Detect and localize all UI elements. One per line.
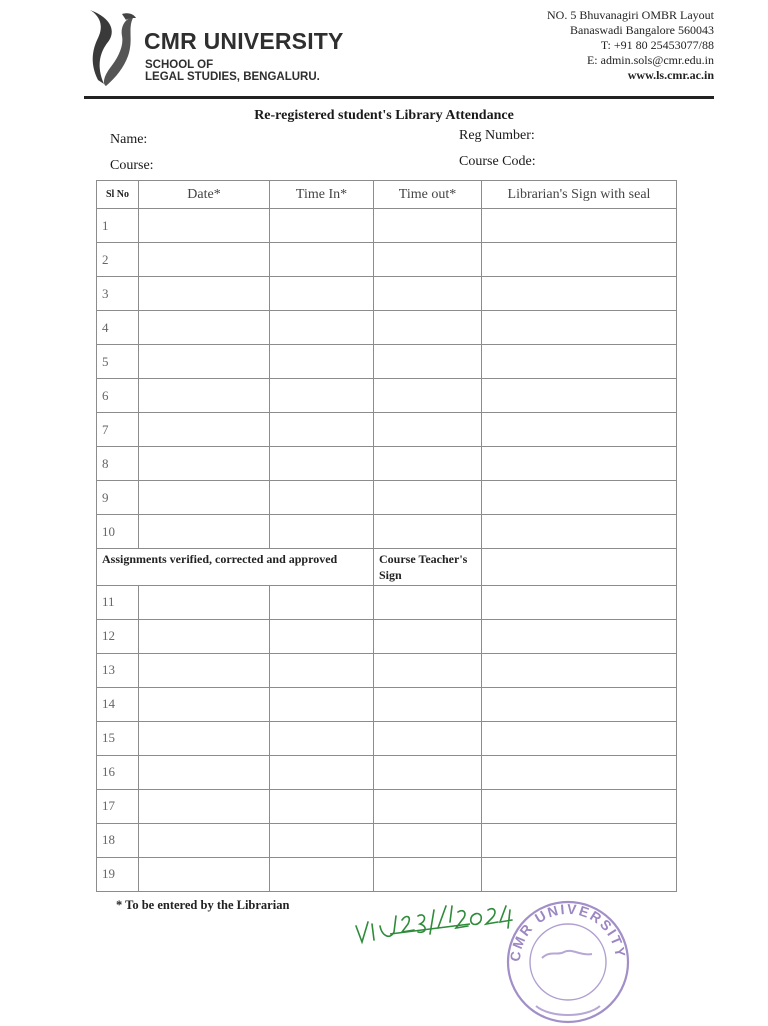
date-cell[interactable] (139, 345, 270, 379)
time-out-cell[interactable] (374, 823, 482, 857)
email-address: E: admin.sols@cmr.edu.in (586, 53, 714, 67)
time-out-cell[interactable] (374, 721, 482, 755)
time-in-cell[interactable] (270, 447, 374, 481)
row-number: 10 (97, 515, 139, 549)
librarian-sign-cell[interactable] (482, 857, 677, 891)
date-cell[interactable] (139, 515, 270, 549)
header-divider (84, 96, 714, 99)
row-number: 12 (97, 619, 139, 653)
course-label: Course: (110, 158, 154, 173)
table-header-row (97, 181, 677, 209)
librarian-sign-cell[interactable] (482, 447, 677, 481)
assignments-row (97, 549, 677, 585)
row-number: 9 (97, 481, 139, 515)
librarian-sign-cell[interactable] (482, 823, 677, 857)
table-row (97, 345, 677, 379)
column-header-sl-no: Sl No (97, 181, 139, 209)
date-cell[interactable] (139, 413, 270, 447)
table-row (97, 687, 677, 721)
table-row (97, 857, 677, 891)
time-in-cell[interactable] (270, 311, 374, 345)
time-out-cell[interactable] (374, 209, 482, 243)
time-out-cell[interactable] (374, 379, 482, 413)
address-line-2: Banaswadi Bangalore 560043 (570, 23, 714, 37)
time-out-cell[interactable] (374, 515, 482, 549)
name-label: Name: (110, 132, 148, 147)
time-in-cell[interactable] (270, 413, 374, 447)
form-title: Re-registered student's Library Attendance (254, 108, 514, 123)
time-in-cell[interactable] (270, 755, 374, 789)
date-cell[interactable] (139, 653, 270, 687)
date-cell[interactable] (139, 721, 270, 755)
school-name (145, 59, 320, 83)
librarian-sign-cell[interactable] (482, 755, 677, 789)
time-in-cell[interactable] (270, 379, 374, 413)
phone-number: T: +91 80 25453077/88 (600, 38, 714, 52)
row-number: 17 (97, 789, 139, 823)
svg-text:CMR UNIVERSITY: CMR UNIVERSITY (506, 900, 630, 963)
date-cell[interactable] (139, 243, 270, 277)
course-code-label: Course Code: (459, 154, 536, 169)
librarian-sign-cell[interactable] (482, 653, 677, 687)
row-number: 18 (97, 823, 139, 857)
table-row (97, 653, 677, 687)
school-line-2: LEGAL STUDIES, BENGALURU. (145, 71, 320, 83)
librarian-sign-cell[interactable] (482, 379, 677, 413)
row-number: 5 (97, 345, 139, 379)
librarian-sign-cell[interactable] (482, 243, 677, 277)
time-in-cell[interactable] (270, 515, 374, 549)
table-row (97, 379, 677, 413)
row-number: 11 (97, 585, 139, 619)
table-row (97, 481, 677, 515)
table-row (97, 585, 677, 619)
column-header-date: Date* (139, 181, 270, 209)
librarian-sign-cell[interactable] (482, 585, 677, 619)
table-row (97, 277, 677, 311)
row-number: 8 (97, 447, 139, 481)
librarian-sign-cell[interactable] (482, 481, 677, 515)
date-cell[interactable] (139, 619, 270, 653)
date-cell[interactable] (139, 755, 270, 789)
address-block (547, 8, 714, 83)
time-out-cell[interactable] (374, 585, 482, 619)
date-cell[interactable] (139, 277, 270, 311)
date-cell[interactable] (139, 687, 270, 721)
time-out-cell[interactable] (374, 857, 482, 891)
librarian-sign-cell[interactable] (482, 209, 677, 243)
librarian-sign-cell[interactable] (482, 311, 677, 345)
time-in-cell[interactable] (270, 721, 374, 755)
row-number: 1 (97, 209, 139, 243)
librarian-sign-cell[interactable] (482, 277, 677, 311)
table-row (97, 755, 677, 789)
column-header-time-out: Time out* (374, 181, 482, 209)
date-cell[interactable] (139, 857, 270, 891)
date-cell[interactable] (139, 209, 270, 243)
time-out-cell[interactable] (374, 413, 482, 447)
course-teacher-sign-cell[interactable] (482, 549, 677, 585)
table-row (97, 721, 677, 755)
time-out-cell[interactable] (374, 243, 482, 277)
time-out-cell[interactable] (374, 345, 482, 379)
row-number: 19 (97, 857, 139, 891)
row-number: 7 (97, 413, 139, 447)
website-address: www.ls.cmr.ac.in (627, 68, 714, 82)
time-out-cell[interactable] (374, 311, 482, 345)
row-number: 6 (97, 379, 139, 413)
attendance-table (96, 180, 677, 892)
librarian-sign-cell[interactable] (482, 413, 677, 447)
time-out-cell[interactable] (374, 687, 482, 721)
date-cell[interactable] (139, 789, 270, 823)
university-name: CMR UNIVERSITY (144, 28, 344, 54)
time-in-cell[interactable] (270, 823, 374, 857)
university-seal-stamp (500, 898, 636, 1026)
time-out-cell[interactable] (374, 619, 482, 653)
time-in-cell[interactable] (270, 277, 374, 311)
librarian-footnote: * To be entered by the Librarian (116, 898, 290, 912)
time-in-cell[interactable] (270, 619, 374, 653)
time-in-cell[interactable] (270, 481, 374, 515)
time-in-cell[interactable] (270, 653, 374, 687)
time-out-cell[interactable] (374, 653, 482, 687)
row-number: 2 (97, 243, 139, 277)
time-out-cell[interactable] (374, 481, 482, 515)
date-cell[interactable] (139, 379, 270, 413)
time-out-cell[interactable] (374, 447, 482, 481)
row-number: 4 (97, 311, 139, 345)
librarian-sign-cell[interactable] (482, 345, 677, 379)
date-cell[interactable] (139, 585, 270, 619)
date-cell[interactable] (139, 823, 270, 857)
time-in-cell[interactable] (270, 857, 374, 891)
time-out-cell[interactable] (374, 755, 482, 789)
reg-number-label: Reg Number: (459, 128, 535, 143)
time-out-cell[interactable] (374, 789, 482, 823)
university-logo-icon (82, 6, 140, 88)
table-row (97, 515, 677, 549)
time-in-cell[interactable] (270, 243, 374, 277)
table-row (97, 789, 677, 823)
address-line-1: NO. 5 Bhuvanagiri OMBR Layout (547, 8, 714, 22)
time-in-cell[interactable] (270, 345, 374, 379)
row-number: 14 (97, 687, 139, 721)
row-number: 15 (97, 721, 139, 755)
table-row (97, 209, 677, 243)
date-cell[interactable] (139, 311, 270, 345)
assignments-verified-label: Assignments verified, corrected and approved (97, 549, 374, 585)
time-in-cell[interactable] (270, 687, 374, 721)
date-cell[interactable] (139, 447, 270, 481)
date-cell[interactable] (139, 481, 270, 515)
librarian-sign-cell[interactable] (482, 789, 677, 823)
row-number: 3 (97, 277, 139, 311)
librarian-sign-cell[interactable] (482, 619, 677, 653)
librarian-sign-cell[interactable] (482, 687, 677, 721)
column-header-librarian-sign: Librarian's Sign with seal (482, 181, 677, 209)
row-number: 16 (97, 755, 139, 789)
table-row (97, 823, 677, 857)
librarian-sign-cell[interactable] (482, 515, 677, 549)
time-out-cell[interactable] (374, 277, 482, 311)
course-teacher-sign-label: Course Teacher's Sign (374, 549, 482, 585)
table-row (97, 447, 677, 481)
librarian-sign-cell[interactable] (482, 721, 677, 755)
table-row (97, 243, 677, 277)
table-row (97, 619, 677, 653)
row-number: 13 (97, 653, 139, 687)
school-line-1: SCHOOL OF (145, 59, 214, 71)
time-in-cell[interactable] (270, 209, 374, 243)
time-in-cell[interactable] (270, 585, 374, 619)
time-in-cell[interactable] (270, 789, 374, 823)
column-header-time-in: Time In* (270, 181, 374, 209)
table-row (97, 311, 677, 345)
table-row (97, 413, 677, 447)
